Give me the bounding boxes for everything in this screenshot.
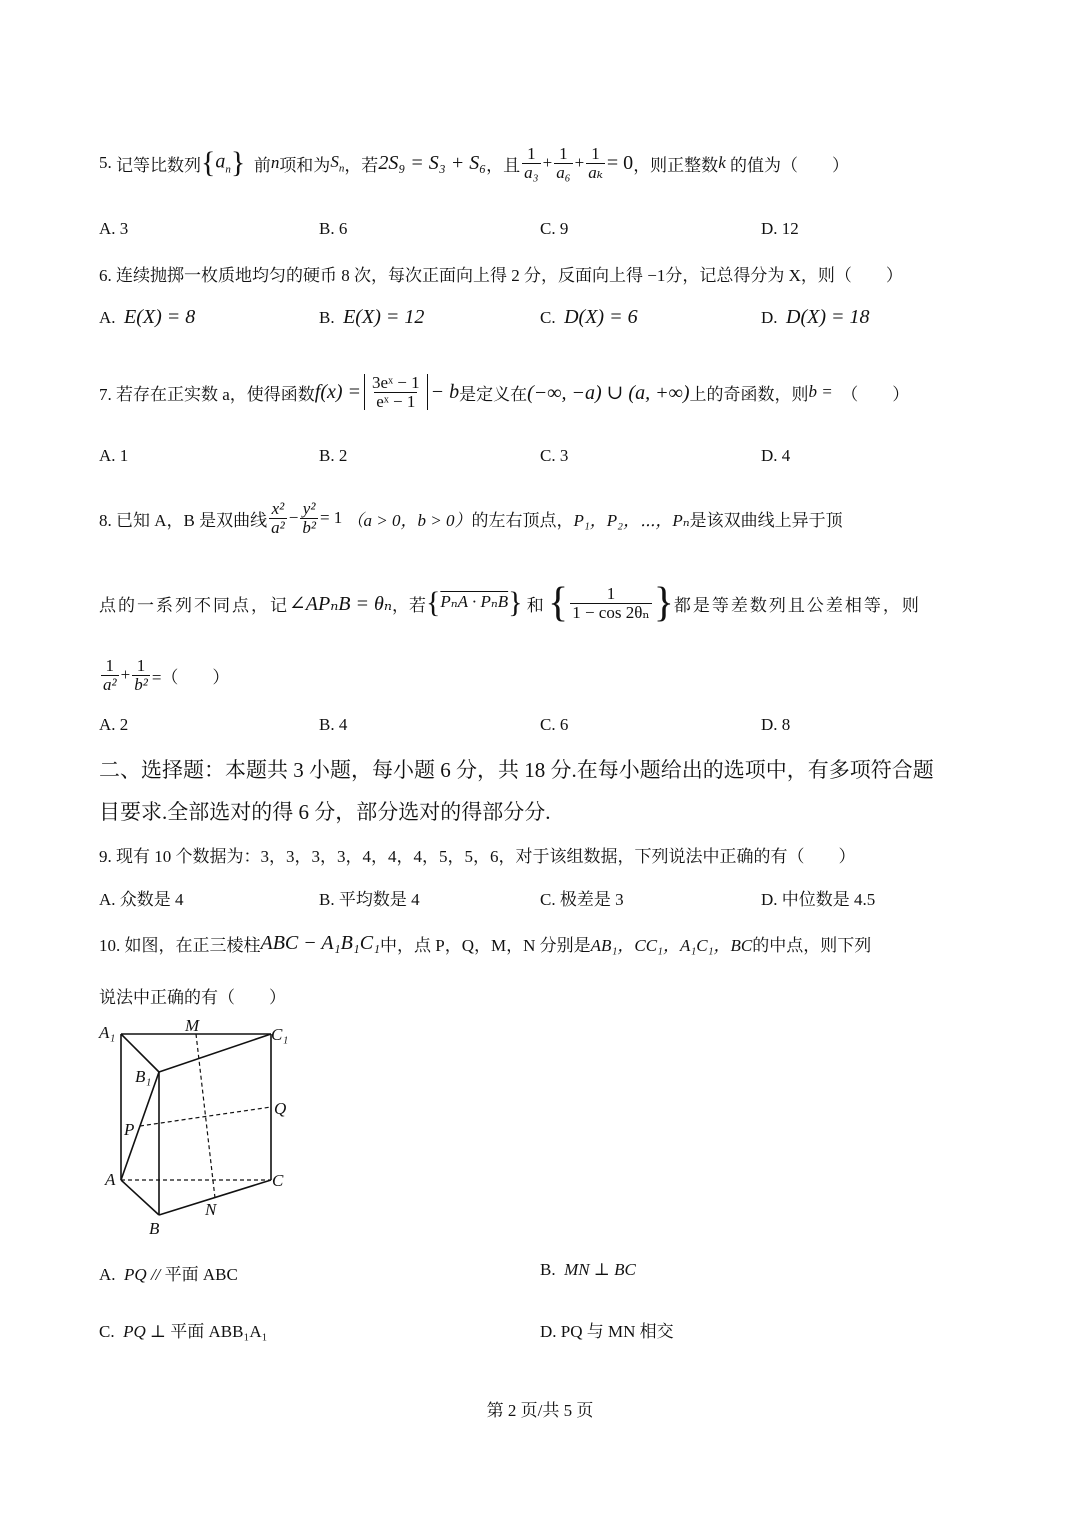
q8-option-d: D. 8 xyxy=(761,715,791,734)
q5-equation-1: 2S₉ = S₃ + S₆ xyxy=(378,151,487,174)
q8-points: P₁，P₂，⋯，Pₙ xyxy=(573,510,690,530)
q5-S: $S_n$ xyxy=(330,151,345,175)
q8-angle: ∠APₙB = θₙ xyxy=(289,592,392,615)
q8-text-3: 是该双曲线上异于顶 xyxy=(689,510,843,530)
q8-eq: = 1 xyxy=(319,508,343,527)
q10-segments: AB₁，CC₁，A₁C₁，BC xyxy=(590,935,753,955)
label-n: N xyxy=(205,1200,217,1219)
q7-option-a: A. 1 xyxy=(99,446,129,465)
q8-text-2: 的左右顶点， xyxy=(471,510,574,530)
q6-stem: 6. 连续抛掷一枚质地均匀的硬币 8 次，每次正面向上得 2 分，反面向上得 −1分，记总得分为 X，则（ ） xyxy=(99,266,903,285)
q5-seq: $\{a_n\}$ xyxy=(201,146,246,179)
q5-k: k xyxy=(718,153,726,172)
q8-stem-line-1: 8. 已知 A，B 是双曲线 $\frac{\text{x²}}{\text{a²}}$ − $\frac{\text{y²}}{\text{b²}}$ = 1 （a > 0，b > 0） 的左右顶点， P₁，P₂，⋯，Pₙ 是该双曲线上异于顶 xyxy=(99,498,843,537)
section-2-line-2: 目要求.全部选对的得 6 分，部分选对的得部分分. xyxy=(99,800,551,824)
q10-text-2: 中，点 P，Q，M，N 分别是 xyxy=(380,935,591,955)
q5-text-6: ，则正整数 xyxy=(633,155,719,175)
label-b: B xyxy=(149,1219,160,1238)
q8-question-frac-a: $\frac{1}{\text{a²}}$ xyxy=(103,655,117,694)
q8-question-frac-b: $\frac{1}{\text{b²}}$ xyxy=(134,655,148,694)
q9-stem: 9. 现有 10 个数据为：3，3，3，3，4，4，4，5，5，6，对于该组数据，下列说法中正确的有（ ） xyxy=(99,847,856,866)
q10-option-a: A. PQ // 平面 ABC xyxy=(99,1265,238,1284)
q7-option-c: C. 3 xyxy=(540,446,569,465)
q7-b: b = xyxy=(808,382,833,401)
q5-text-7: 的值为（ ） xyxy=(729,155,849,175)
q8-text-6: 和 xyxy=(526,595,544,615)
label-c: C xyxy=(272,1171,284,1190)
q9-option-b: B. 平均数是 4 xyxy=(319,890,420,909)
label-c1: C₁ xyxy=(271,1025,289,1044)
q5-text-4: ，若 xyxy=(344,155,379,175)
q8-text-4: 点的一系列不同点，记 xyxy=(99,595,289,615)
q5-frac-2: $\frac{1}{\text{a₆}}$ xyxy=(556,143,571,182)
q8-text-1: 8. 已知 A，B 是双曲线 xyxy=(99,510,268,530)
q9-option-d: D. 中位数是 4.5 xyxy=(761,890,876,909)
q7-text-3: 上的奇函数，则 xyxy=(689,384,809,404)
q6-option-b: B. E(X) = 12 xyxy=(319,306,425,328)
q7-minus-b: − b xyxy=(430,380,460,403)
q8-text-7: 都是等差数列且公差相等，则 xyxy=(673,595,921,615)
edge-b1c1 xyxy=(159,1034,271,1072)
q5-option-c: C. 9 xyxy=(540,219,569,238)
q7-option-d: D. 4 xyxy=(761,446,791,465)
q7-text-2: 是定义在 xyxy=(459,384,528,404)
section-2-line-1: 二、选择题：本题共 3 小题，每小题 6 分，共 18 分.在每小题给出的选项中，有多项符合题 xyxy=(99,758,934,782)
q7-option-b: B. 2 xyxy=(319,446,348,465)
q10-text-3: 的中点，则下列 xyxy=(752,935,872,955)
q10-option-d: D. PQ 与 MN 相交 xyxy=(540,1322,674,1341)
prism-figure xyxy=(95,1010,305,1240)
q10-stem-line-2: 说法中正确的有（ ） xyxy=(99,988,286,1007)
q7-stem xyxy=(99,364,909,420)
q8-stem-line-2 xyxy=(99,573,921,633)
q7-text-1: 7. 若存在正实数 a，使得函数 xyxy=(99,384,315,404)
q5-frac-1: $\frac{1}{\text{a₃}}$ xyxy=(524,143,539,182)
q6-option-a: A. E(X) = 8 xyxy=(99,306,196,328)
q8-question-tail: =（ ） xyxy=(151,667,230,687)
q5-text-1: 记等比数列 xyxy=(116,155,201,175)
q8-dot-seq: {PₙA · PₙB} xyxy=(425,586,523,619)
q5-text-2: 前 xyxy=(253,155,271,175)
q9-option-a: A. 众数是 4 xyxy=(99,890,184,909)
q7-fx: f(x) = xyxy=(314,380,362,403)
q5-option-a: A. 3 xyxy=(99,219,129,238)
q6-option-c: C. D(X) = 6 xyxy=(540,306,638,328)
q8-frac-seq: { $\frac{1}{\text{1 − cos 2θₙ}}$ } xyxy=(548,580,674,626)
q10-stem-line-1 xyxy=(99,928,871,958)
q7-frac: $\frac{\text{3eˣ − 1}}{\text{eˣ − 1}}$ xyxy=(372,372,420,411)
label-a: A xyxy=(105,1170,116,1189)
q8-condition: （a > 0，b > 0） xyxy=(346,510,472,530)
q8-option-b: B. 4 xyxy=(319,715,348,734)
q10-text-1: 10. 如图，在正三棱柱 xyxy=(99,935,261,955)
q7-abs-value xyxy=(364,374,428,411)
q5-text-3: 项和为 xyxy=(279,155,331,175)
q5-number: 5. xyxy=(99,153,112,172)
label-p: P xyxy=(124,1120,135,1139)
q8-text-5: ，若 xyxy=(391,595,426,615)
q10-option-c: C. PQ ⊥ 平面 ABB₁A₁ xyxy=(99,1322,268,1341)
q5-option-d: D. 12 xyxy=(761,219,799,238)
q6-option-d: D. D(X) = 18 xyxy=(761,306,870,328)
q5-frac-3: $\frac{1}{\text{aₖ}}$ xyxy=(588,143,603,182)
q8-frac-x: $\frac{\text{x²}}{\text{a²}}$ xyxy=(271,498,285,537)
q5-n: n xyxy=(270,153,280,172)
label-m: M xyxy=(185,1016,200,1035)
q9-option-c: C. 极差是 3 xyxy=(540,890,624,909)
q5-stem: 5. 记等比数列 $\{a_n\}$ 前 n 项和为 $S_n$ ，若 2S₉ = S₃ + S₆ ，且 $\frac{1}{\text{a₃}}$ + $\frac{1}{\text{a₆}}$ + $\frac{1}{\text{aₖ}}$ = 0 ，则正整数 k 的值为（ ） xyxy=(99,143,849,182)
q8-stem-line-3: $\frac{1}{\text{a²}}$ + $\frac{1}{\text{b²}}$ =（ ） xyxy=(103,655,230,694)
q5-eq-tail: = 0 xyxy=(606,151,634,174)
label-a1: A₁ xyxy=(99,1023,116,1042)
q5-option-b: B. 6 xyxy=(319,219,348,238)
q8-option-a: A. 2 xyxy=(99,715,129,734)
q7-text-4: （ ） xyxy=(841,384,910,404)
q8-option-c: C. 6 xyxy=(540,715,569,734)
label-b1: B₁ xyxy=(135,1067,152,1086)
label-q: Q xyxy=(274,1099,287,1118)
edge-ab xyxy=(121,1180,159,1215)
q5-text-5: ，且 xyxy=(486,155,521,175)
q10-prism: ABC − A₁B₁C₁ xyxy=(260,931,381,954)
q10-option-b: B. MN ⊥ BC xyxy=(540,1260,636,1279)
q7-domain: (−∞, −a) ∪ (a, +∞) xyxy=(527,381,690,404)
q8-frac-y: $\frac{\text{y²}}{\text{b²}}$ xyxy=(302,498,316,537)
page-footer: 第 2 页/共 5 页 xyxy=(486,1401,594,1420)
